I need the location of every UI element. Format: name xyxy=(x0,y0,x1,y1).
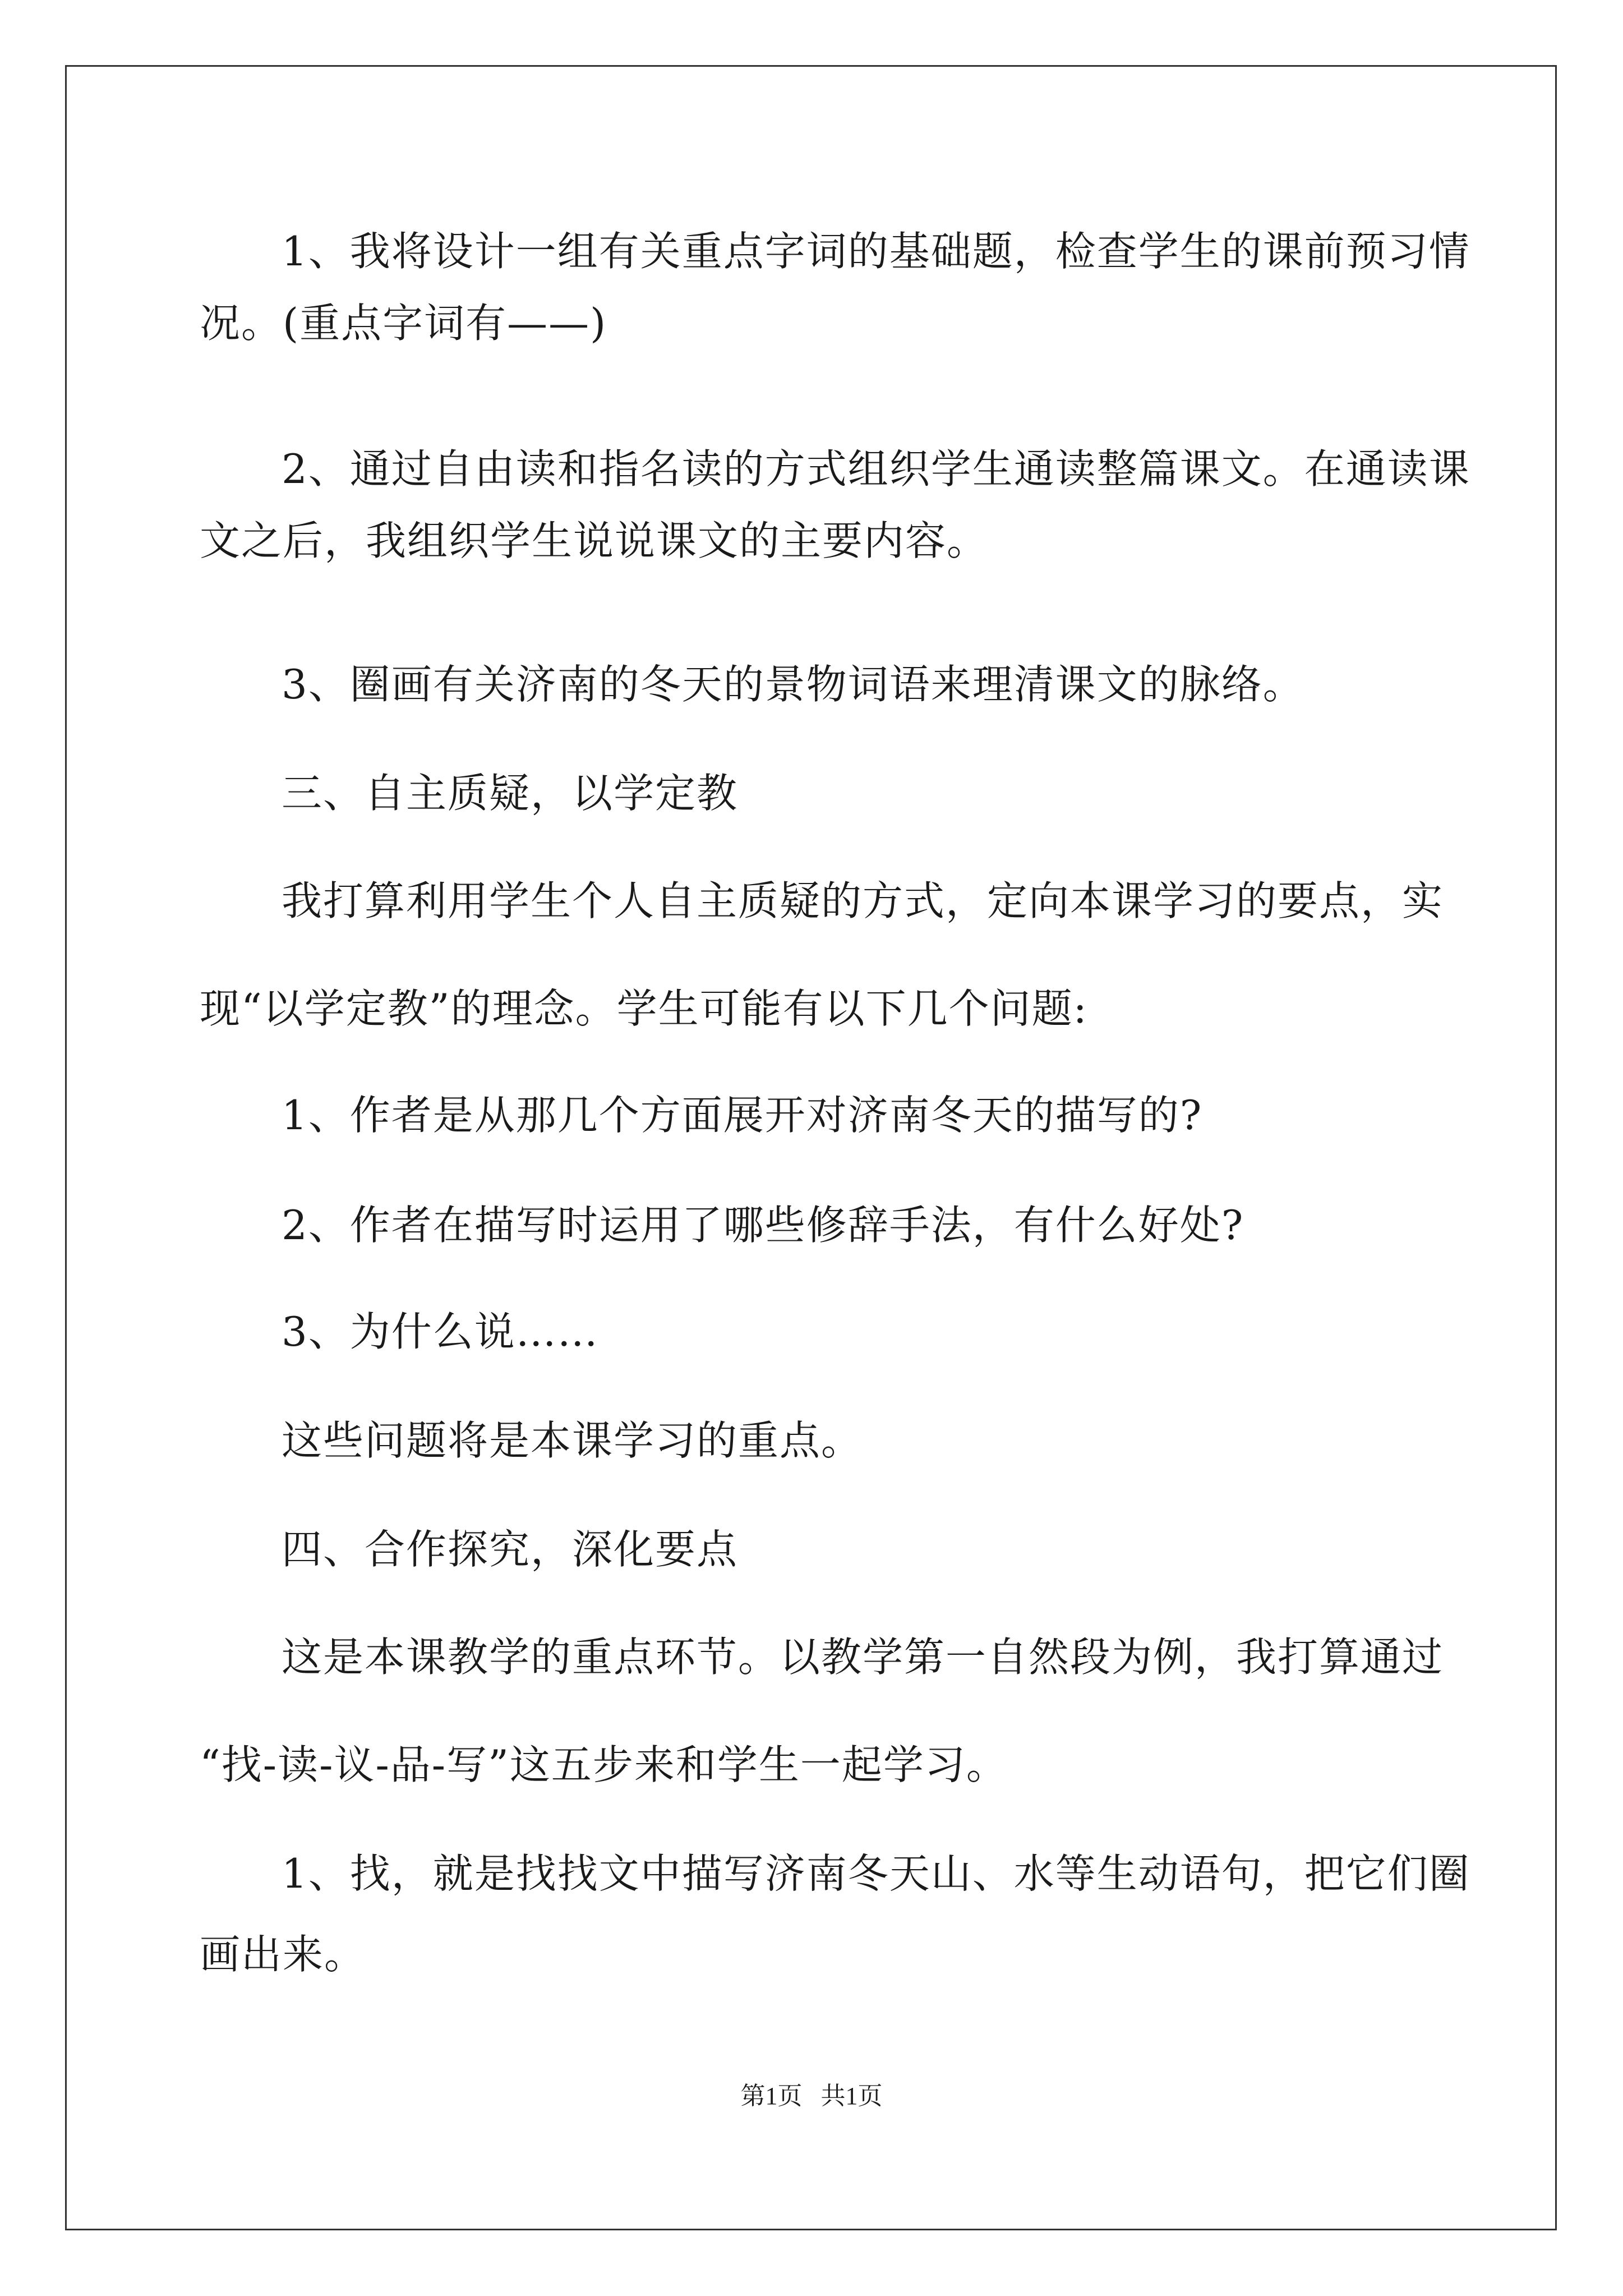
paragraph-line-2: 况。(重点字词有——) xyxy=(200,300,607,347)
paragraph-line-7: 我打算利用学生个人自主质疑的方式，定向本课学习的要点，实 xyxy=(282,877,1444,924)
paragraph-line-1: 1、我将设计一组有关重点字词的基础题，检查学生的课前预习情 xyxy=(282,228,1470,275)
page-border xyxy=(65,65,1557,2230)
paragraph-line-16: 1、找，就是找找文中描写济南冬天山、水等生动语句，把它们圈 xyxy=(282,1850,1470,1897)
section-heading-3: 三、自主质疑，以学定教 xyxy=(282,770,739,817)
question-2: 2、作者在描写时运用了哪些修辞手法，有什么好处? xyxy=(282,1202,1244,1249)
paragraph-line-14: 这是本课教学的重点环节。以教学第一自然段为例，我打算通过 xyxy=(282,1634,1444,1681)
page-footer: 第1页 共1页 xyxy=(740,2082,883,2110)
question-3: 3、为什么说…… xyxy=(282,1308,599,1355)
section-heading-4: 四、合作探究，深化要点 xyxy=(282,1526,739,1573)
paragraph-line-4: 文之后，我组织学生说说课文的主要内容。 xyxy=(200,517,989,564)
question-1: 1、作者是从那几个方面展开对济南冬天的描写的? xyxy=(282,1092,1203,1139)
paragraph-line-8: 现“以学定教”的理念。学生可能有以下几个问题: xyxy=(200,985,1088,1032)
paragraph-line-12: 这些问题将是本课学习的重点。 xyxy=(282,1417,863,1464)
paragraph-line-17: 画出来。 xyxy=(200,1931,366,1978)
paragraph-line-15: “找-读-议-品-写”这五步来和学生一起学习。 xyxy=(200,1741,1008,1788)
paragraph-line-3: 2、通过自由读和指名读的方式组织学生通读整篇课文。在通读课 xyxy=(282,445,1470,493)
paragraph-line-5: 3、圈画有关济南的冬天的景物词语来理清课文的脉络。 xyxy=(282,661,1304,708)
